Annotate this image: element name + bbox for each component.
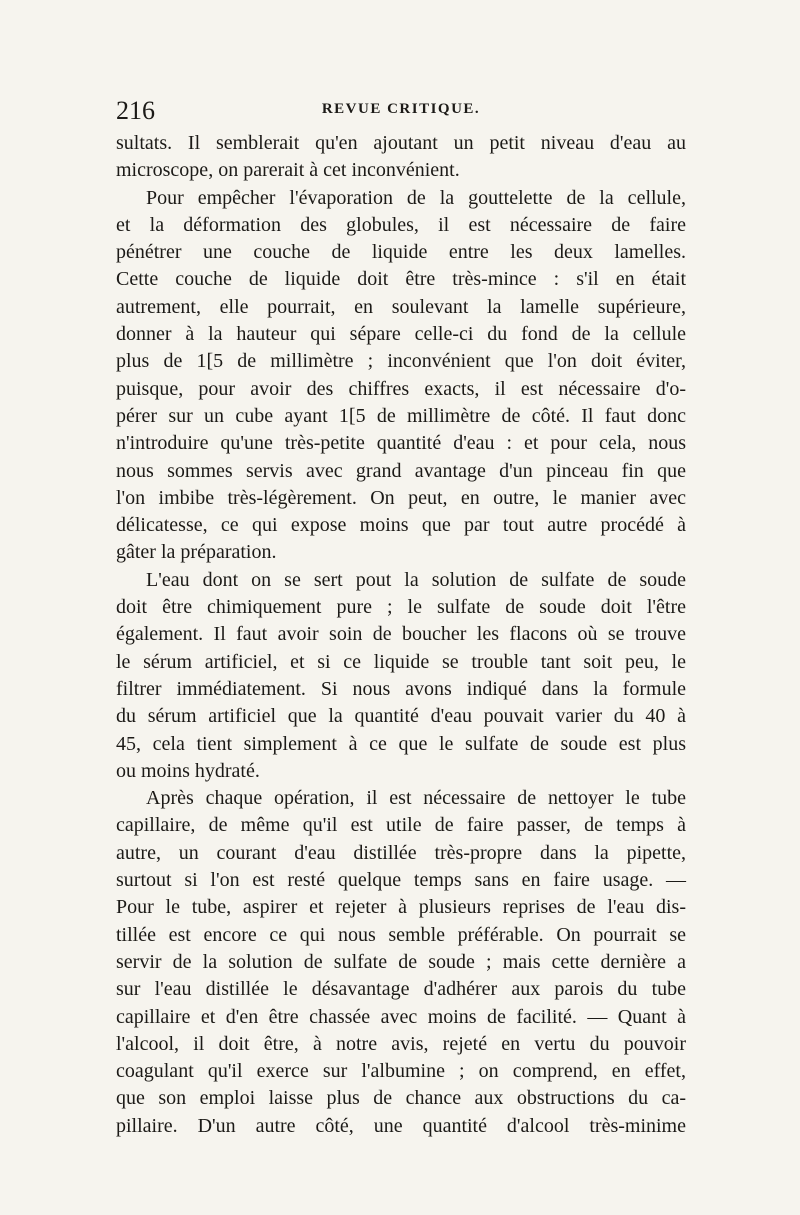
text-line-24: ou moins hydraté. — [116, 759, 260, 782]
page-number: 216 — [116, 96, 155, 125]
text-line-19: également. Il faut avoir soin de boucher les flacons où se trouve — [116, 623, 686, 646]
body-text — [116, 130, 686, 1140]
text-line-20: le sérum artificiel, et si ce liquide se trouble tant soit peu, le — [116, 650, 686, 673]
text-line-1: sultats. Il semblerait qu'en ajoutant un petit niveau d'eau au — [116, 132, 686, 154]
text-line-17: L'eau dont on se sert pout la solution de sulfate de soude — [146, 568, 686, 591]
text-line-3: Pour empêcher l'évaporation de la gouttelette de la cellule, — [146, 186, 686, 209]
text-line-18: doit être chimiquement pure ; le sulfate de soude doit l'être — [116, 596, 686, 619]
text-line-4: et la déformation des globules, il est nécessaire de faire — [116, 213, 686, 236]
text-line-15: délicatesse, ce qui expose moins que par tout autre procédé à — [116, 514, 686, 537]
text-line-27: autre, un courant d'eau distillée très-propre dans la pipette, — [116, 841, 686, 864]
text-line-34: l'alcool, il doit être, à notre avis, rejeté en vertu du pouvoir — [116, 1032, 686, 1055]
text-line-35: coagulant qu'il exerce sur l'albumine ; on comprend, en effet, — [116, 1060, 686, 1083]
text-line-33: capillaire et d'en être chassée avec moins de facilité. — Quant à — [116, 1005, 686, 1028]
text-line-12: n'introduire qu'une très-petite quantité d'eau : et pour cela, nous — [116, 432, 686, 455]
text-line-30: tillée est encore ce qui nous semble préférable. On pourrait se — [116, 923, 686, 946]
text-line-36: que son emploi laisse plus de chance aux obstructions du ca- — [116, 1087, 686, 1110]
text-line-6: Cette couche de liquide doit être très-mince : s'il en était — [116, 268, 686, 291]
page-header — [116, 96, 686, 126]
text-line-23: 45, cela tient simplement à ce que le sulfate de soude est plus — [116, 732, 686, 755]
text-line-29: Pour le tube, aspirer et rejeter à plusieurs reprises de l'eau dis- — [116, 896, 686, 919]
text-line-5: pénétrer une couche de liquide entre les deux lamelles. — [116, 241, 686, 264]
text-line-32: sur l'eau distillée le désavantage d'adhérer aux parois du tube — [116, 978, 686, 1001]
text-line-10: puisque, pour avoir des chiffres exacts, il est nécessaire d'o- — [116, 377, 686, 400]
text-line-26: capillaire, de même qu'il est utile de faire passer, de temps à — [116, 814, 686, 837]
text-line-2: microscope, on parerait à cet inconvénient. — [116, 159, 460, 182]
text-line-21: filtrer immédiatement. Si nous avons indiqué dans la formule — [116, 677, 686, 700]
text-line-7: autrement, elle pourrait, en soulevant la lamelle supérieure, — [116, 295, 686, 318]
text-line-13: nous sommes servis avec grand avantage d'un pinceau fin que — [116, 459, 686, 482]
text-line-37: pillaire. D'un autre côté, une quantité d'alcool très-minime — [116, 1114, 686, 1137]
text-line-22: du sérum artificiel que la quantité d'eau pouvait varier du 40 à — [116, 705, 686, 728]
text-line-14: l'on imbibe très-légèrement. On peut, en outre, le manier avec — [116, 486, 686, 509]
text-line-11: pérer sur un cube ayant 1[5 de millimètre de côté. Il faut donc — [116, 404, 686, 427]
running-head: REVUE CRITIQUE. — [321, 101, 481, 117]
text-line-9: plus de 1[5 de millimètre ; inconvénient que l'on doit éviter, — [116, 350, 686, 373]
text-line-8: donner à la hauteur qui sépare celle-ci du fond de la cellule — [116, 323, 686, 346]
text-line-28: surtout si l'on est resté quelque temps sans en faire usage. — — [116, 869, 686, 892]
text-line-31: servir de la solution de sulfate de soude ; mais cette dernière a — [116, 950, 686, 973]
text-line-16: gâter la préparation. — [116, 541, 277, 564]
text-line-25: Après chaque opération, il est nécessaire de nettoyer le tube — [146, 787, 686, 810]
